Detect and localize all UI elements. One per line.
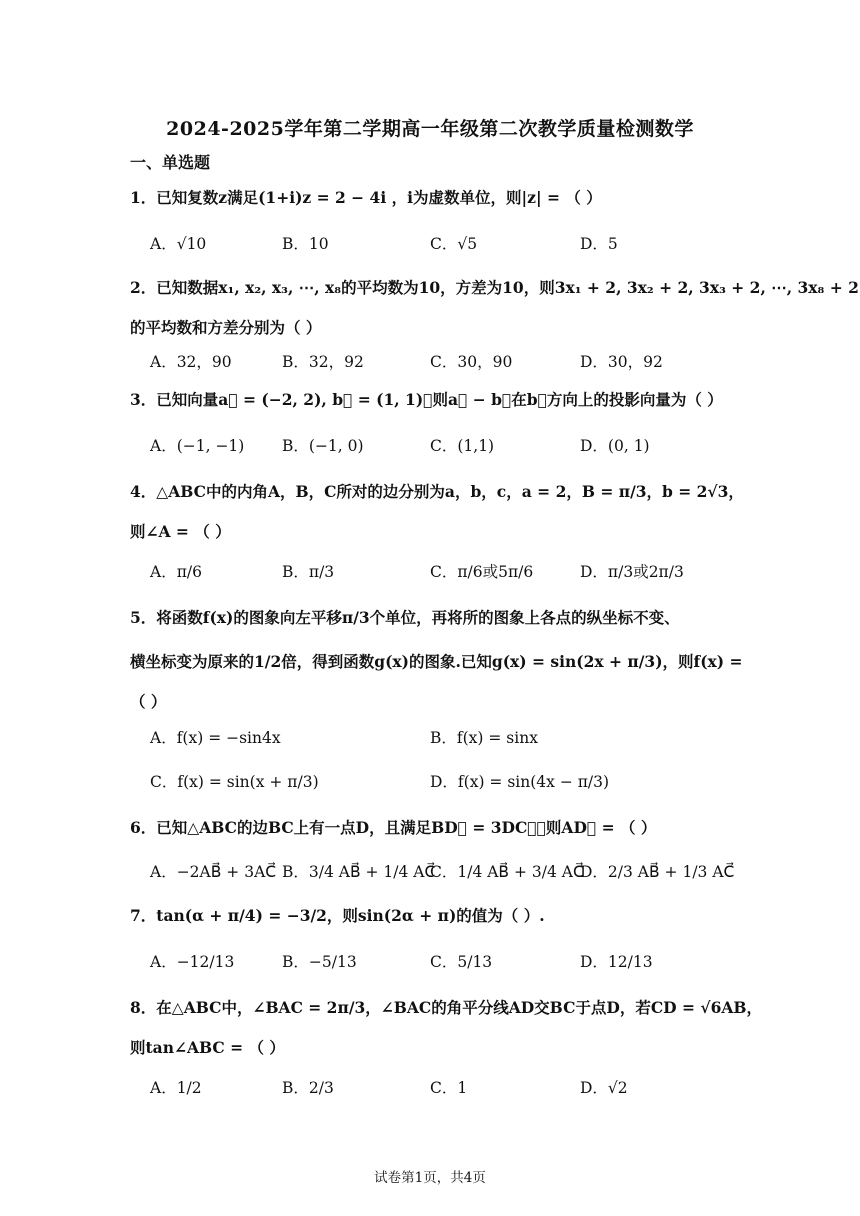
q4-option-a[interactable]: A．π/6 [150,563,202,581]
question-2-line-2: 的平均数和方差分别为（ ） [130,318,322,337]
q5-option-c[interactable]: C．f(x) = sin(x + π/3) [150,773,319,791]
q5-option-d[interactable]: D．f(x) = sin(4x − π/3) [430,773,610,791]
question-7: 7．tan(α + π/4) = −3/2，则sin(2α + π)的值为（ ）. [130,906,545,925]
q4-option-c[interactable]: C．π/6或5π/6 [430,563,534,581]
question-4-line-2: 则∠A = （ ） [130,522,231,541]
question-2: 2．已知数据x₁, x₂, x₃, ⋯, x₈的平均数为10，方差为10，则3x₁ + 2, 3x₂ + 2, 3x₃ + 2, ⋯, 3x₈ + 2 [130,278,859,297]
q6-option-d[interactable]: D．2/3 AB⃗ + 1/3 AC⃗ [580,863,735,881]
section-heading: 一、单选题 [130,153,211,172]
q8-option-a[interactable]: A．1/2 [150,1079,202,1097]
q8-option-c[interactable]: C．1 [430,1079,468,1097]
q1-option-b[interactable]: B．10 [282,235,329,253]
q5-option-a[interactable]: A．f(x) = −sin4x [150,729,281,747]
q6-option-a[interactable]: A．−2AB⃗ + 3AC⃗ [150,863,277,881]
q8-option-b[interactable]: B．2/3 [282,1079,334,1097]
q3-option-d[interactable]: D．(0, 1) [580,437,650,455]
q2-option-d[interactable]: D．30，92 [580,353,663,371]
question-8-line-2: 则tan∠ABC = （ ） [130,1038,285,1057]
question-6: 6．已知△ABC的边BC上有一点D，且满足BD⃗ = 3DC⃗，则AD⃗ = （ ） [130,818,657,837]
q4-option-b[interactable]: B．π/3 [282,563,335,581]
q5-option-b[interactable]: B．f(x) = sinx [430,729,538,747]
q7-option-a[interactable]: A．−12/13 [150,953,235,971]
q7-option-c[interactable]: C．5/13 [430,953,493,971]
q1-option-c[interactable]: C．√5 [430,235,478,253]
q7-option-d[interactable]: D．12/13 [580,953,653,971]
q1-option-d[interactable]: D．5 [580,235,618,253]
question-3: 3．已知向量a⃗ = (−2, 2), b⃗ = (1, 1)，则a⃗ − b⃗在b⃗方向上的投影向量为（ ） [130,390,723,409]
q3-option-b[interactable]: B．(−1, 0) [282,437,364,455]
q6-option-b[interactable]: B．3/4 AB⃗ + 1/4 AC⃗ [282,863,436,881]
q2-option-a[interactable]: A．32，90 [150,353,232,371]
q2-option-b[interactable]: B．32，92 [282,353,364,371]
question-5-line-2: 横坐标变为原来的1/2倍，得到函数g(x)的图象.已知g(x) = sin(2x + π/3)，则f(x) = [130,652,743,671]
q3-option-a[interactable]: A．(−1, −1) [150,437,245,455]
question-5: 5．将函数f(x)的图象向左平移π/3个单位，再将所的图象上各点的纵坐标不变、 [130,608,680,627]
q3-option-c[interactable]: C．(1,1) [430,437,495,455]
q4-option-d[interactable]: D．π/3或2π/3 [580,563,684,581]
exam-title: 2024-2025学年第二学期高一年级第二次教学质量检测数学 [166,118,694,140]
q2-option-c[interactable]: C．30，90 [430,353,513,371]
q7-option-b[interactable]: B．−5/13 [282,953,357,971]
q1-option-a[interactable]: A．√10 [150,235,207,253]
question-5-line-3: （ ） [130,692,167,711]
q8-option-d[interactable]: D．√2 [580,1079,628,1097]
question-4: 4．△ABC中的内角A，B，C所对的边分别为a，b，c，a = 2，B = π/3，b = 2√3， [130,482,744,501]
page-footer: 试卷第1页，共4页 [374,1170,486,1186]
q6-option-c[interactable]: C．1/4 AB⃗ + 3/4 AC⃗ [430,863,584,881]
question-8: 8．在△ABC中，∠BAC = 2π/3，∠BAC的角平分线AD交BC于点D，若CD = √6AB， [130,998,763,1017]
question-1: 1．已知复数z满足(1+i)z = 2 − 4i ，i为虚数单位，则|z| = （ ） [130,188,602,207]
